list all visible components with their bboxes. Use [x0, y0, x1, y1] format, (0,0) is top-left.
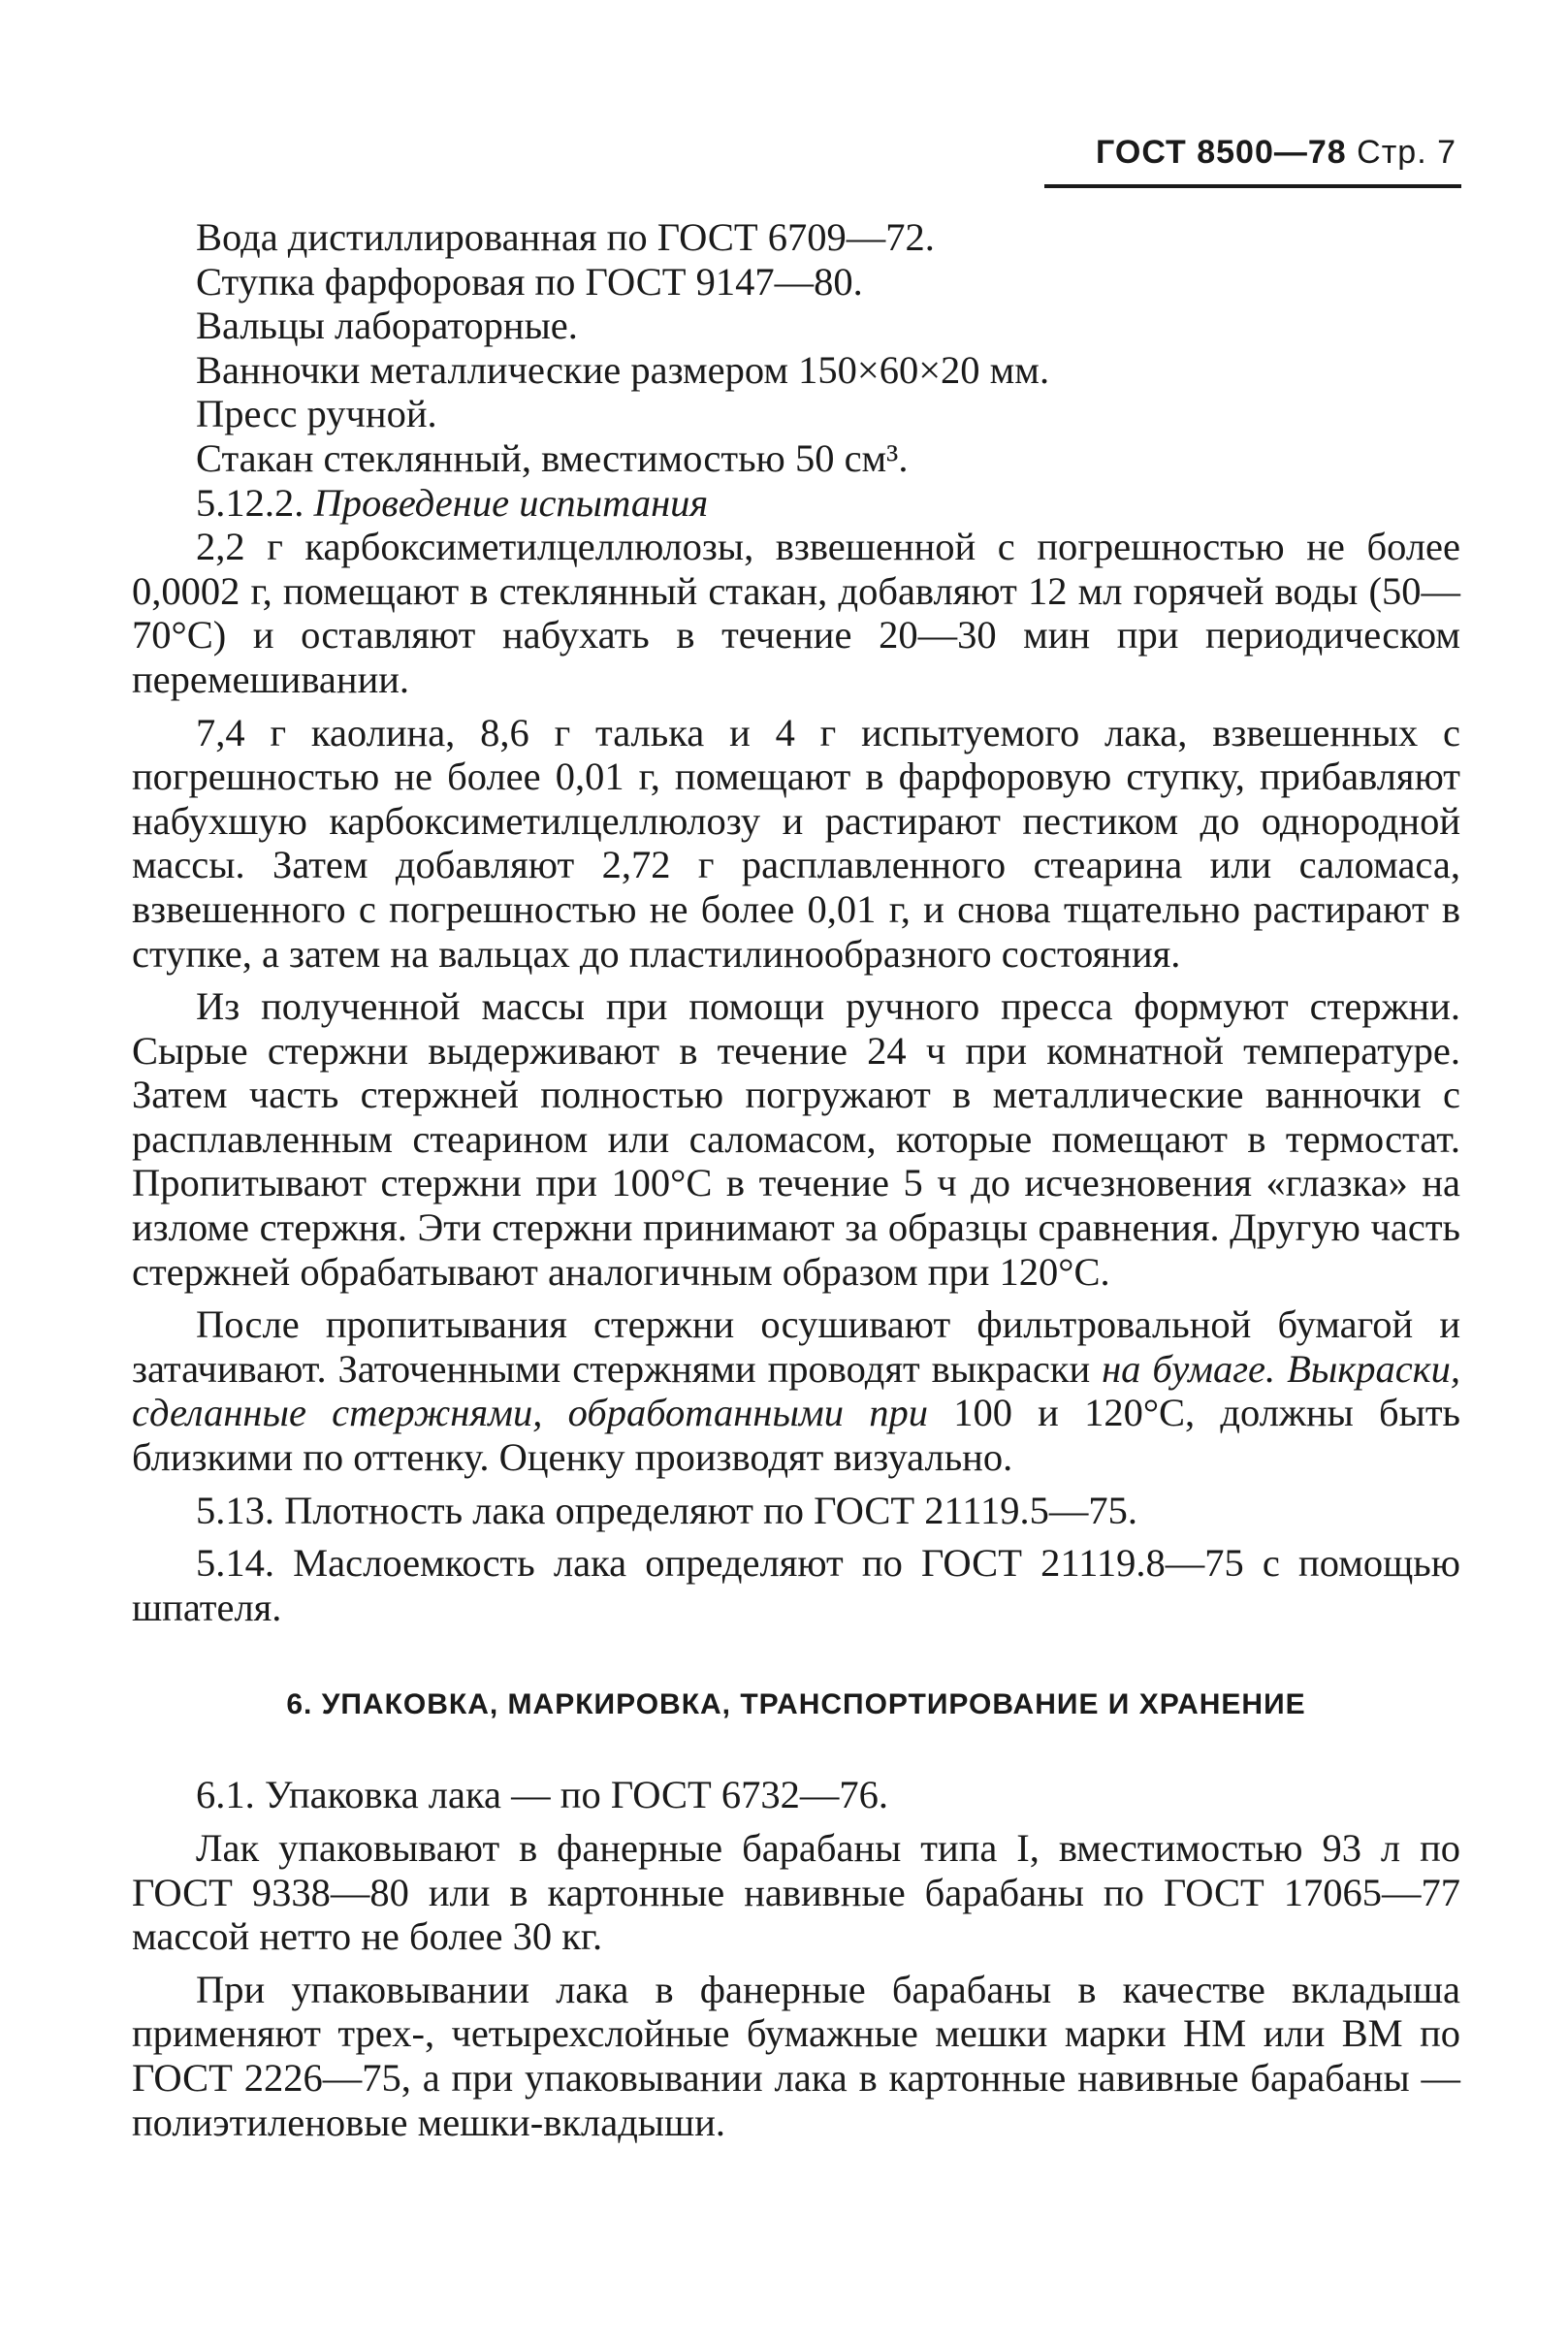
- material-item: Пресс ручной.: [196, 392, 437, 436]
- paragraph-text: 100 и 120°С, должны быть близкими по оттенку. Оценку производят визуально.: [132, 1391, 1460, 1480]
- page-number: Стр. 7: [1357, 134, 1456, 171]
- material-item: Ступка фарфоровая по ГОСТ 9147—80.: [196, 259, 863, 304]
- paragraph: 6.1. Упаковка лака — по ГОСТ 6732—76.: [196, 1773, 888, 1817]
- paragraph-text: После пропитывания стержни осушивают фильтровальной бумагой и затачивают. Заточенными стержнями проводят выкраски: [132, 1302, 1460, 1391]
- standard-number: ГОСТ 8500—78: [1096, 134, 1347, 171]
- material-item: Вода дистиллированная по ГОСТ 6709—72.: [196, 215, 935, 259]
- clause-5-13: 5.13. Плотность лака определяют по ГОСТ 21119.5—75.: [196, 1488, 1137, 1532]
- material-item: Стакан стеклянный, вместимостью 50 см³.: [196, 435, 909, 480]
- paragraph: [132, 1302, 1460, 1479]
- section-title: 6. УПАКОВКА, МАРКИРОВКА, ТРАНСПОРТИРОВАНИЕ И ХРАНЕНИЕ: [286, 1688, 1306, 1721]
- paragraph: 7,4 г каолина, 8,6 г талька и 4 г испытуемого лака, взвешенных с погрешностью не более 0,01 г, помещают в фарфоровую ступку, прибавляют набухшую карбоксиметилцеллюлозу и растирают пестиком до однородной массы. Затем добавляют 2,72 г расплавленного стеарина или саломаса, взвешенного с погрешностью не более 0,01 г, и снова тщательно растирают в ступке, а затем на вальцах до пластилинообразного состояния.: [132, 710, 1460, 976]
- clause-title: Проведение испытания: [313, 480, 709, 525]
- material-item: Ванночки металлические размером 150×60×20 мм.: [196, 347, 1050, 392]
- clause-heading: [132, 481, 1460, 526]
- clause-5-14: 5.14. Маслоемкость лака определяют по ГОСТ 21119.8—75 с помощью шпателя.: [132, 1541, 1460, 1629]
- paragraph: Лак упаковывают в фанерные барабаны типа I, вместимостью 93 л по ГОСТ 9338—80 или в картонные навивные барабаны по ГОСТ 17065—77 массой нетто не более 30 кг.: [132, 1826, 1460, 1959]
- paragraph: 2,2 г карбоксиметилцеллюлозы, взвешенной с погрешностью не более 0,0002 г, помещают в стеклянный стакан, добавляют 12 мл горячей воды (50—70°С) и оставляют набухать в течение 20—30 мин при периодическом перемешивании.: [132, 525, 1460, 701]
- paragraph: Из полученной массы при помощи ручного пресса формуют стержни. Сырые стержни выдерживают в течение 24 ч при комнатной температуре. Затем часть стержней полностью погружают в металлические ванночки с расплавленным стеарином или саломасом, которые помещают в термостат. Пропитывают стержни при 100°С в течение 5 ч до исчезновения «глазка» на изломе стержня. Эти стержни принимают за образцы сравнения. Другую часть стержней обрабатывают аналогичным образом при 120°С.: [132, 984, 1460, 1294]
- header-rule: [1044, 184, 1461, 188]
- material-item: Вальцы лабораторные.: [196, 304, 578, 348]
- document-body: [132, 215, 1460, 2144]
- paragraph-italic-text: на бумаге. Выкраски, сделанные стержнями, обработанными при: [132, 1346, 1460, 1435]
- paragraph: При упаковывании лака в фанерные барабаны в качестве вкладыша применяют трех-, четырехслойные бумажные мешки марки НМ или ВМ по ГОСТ 2226—75, а при упаковывании лака в картонные навивные барабаны — полиэтиленовые мешки-вкладыши.: [132, 1967, 1460, 2144]
- page-header: [1040, 134, 1456, 172]
- clause-number: 5.12.2.: [196, 480, 304, 525]
